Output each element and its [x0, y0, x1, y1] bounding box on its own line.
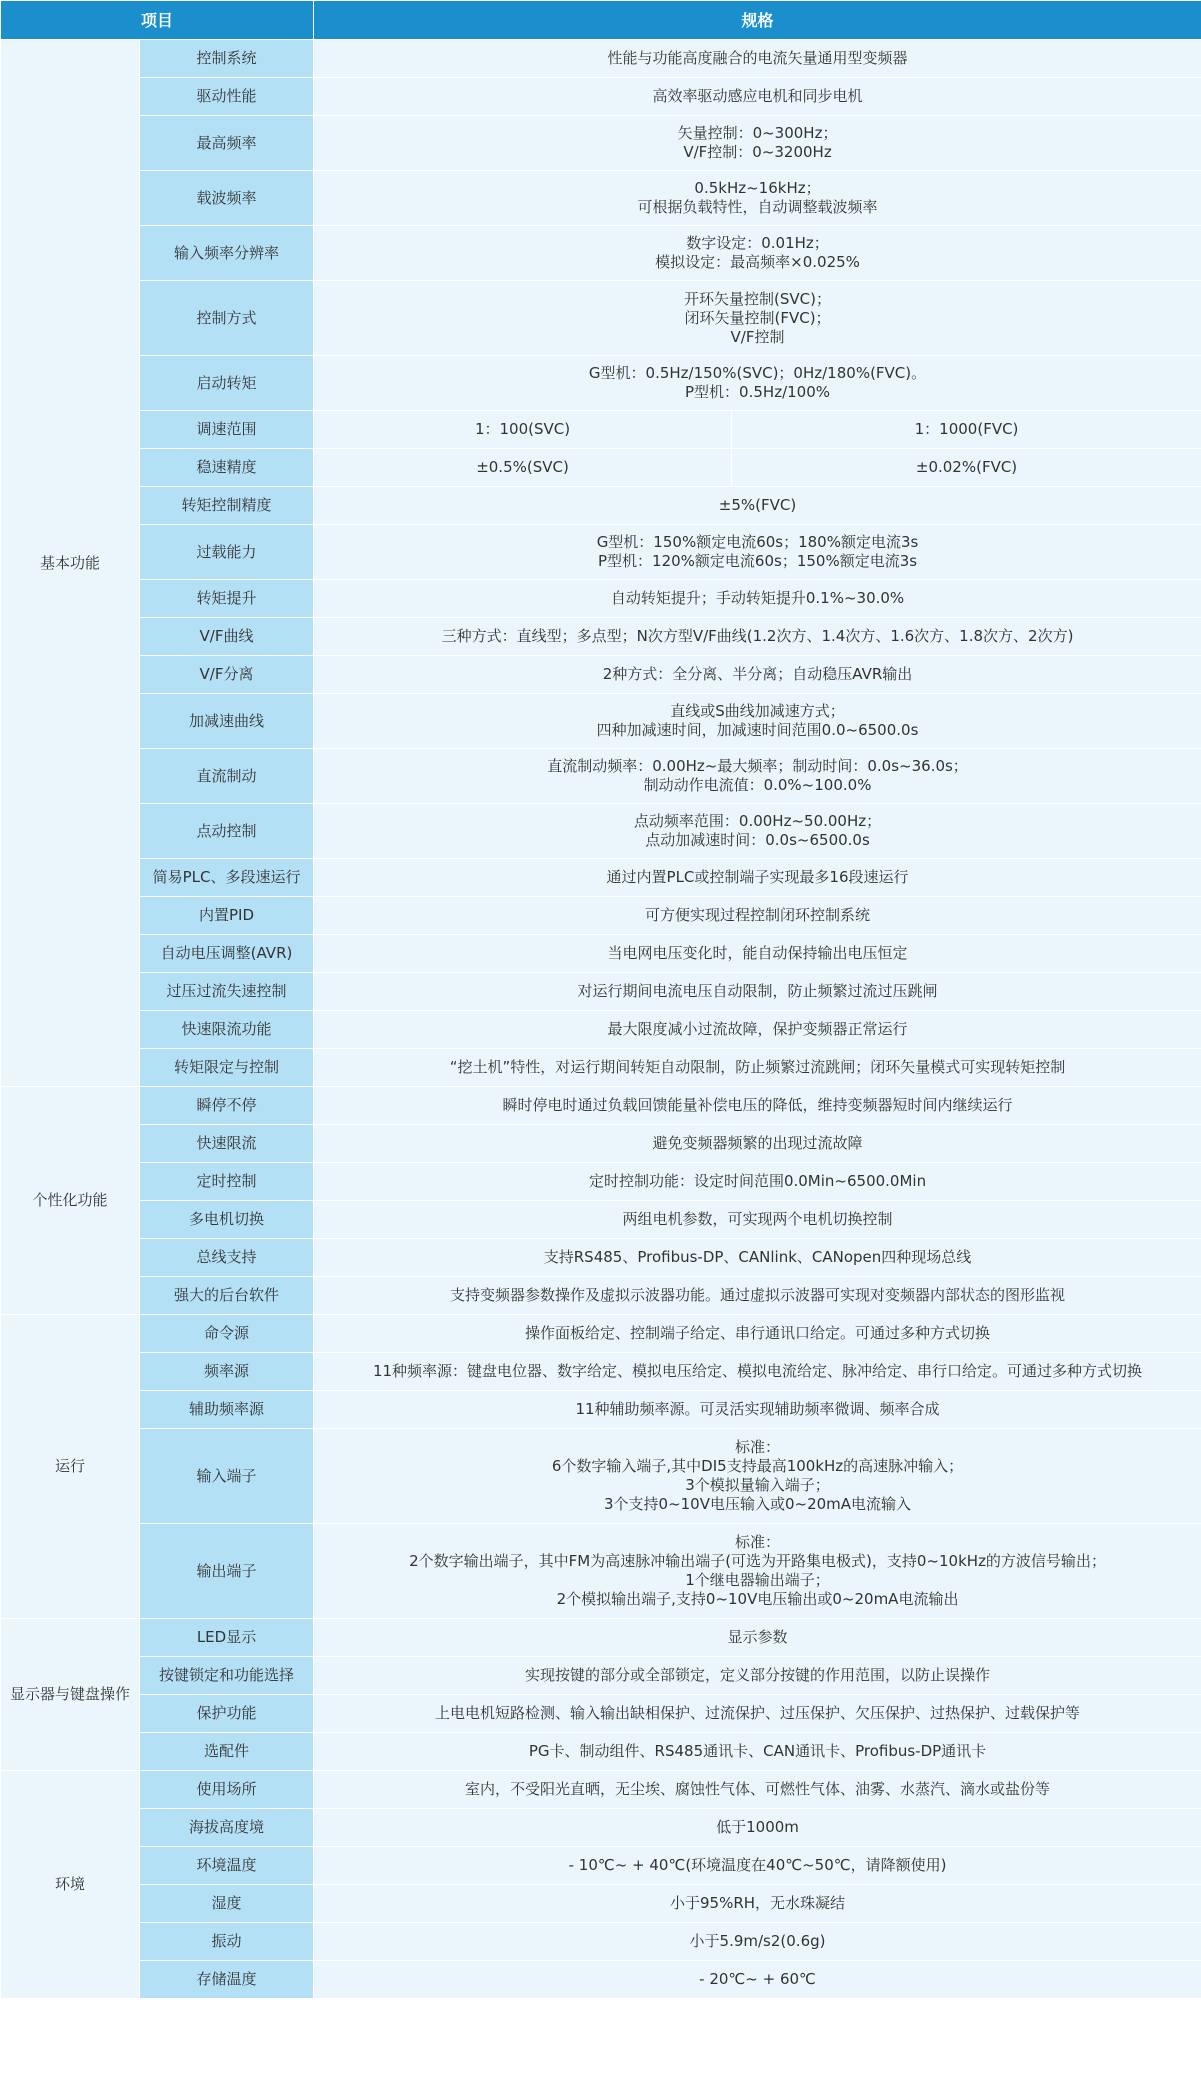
spec-line: 可方便实现过程控制闭环控制系统 — [645, 906, 871, 924]
spec-line: 1个继电器输出端子； — [685, 1571, 830, 1589]
spec-line: G型机：0.5Hz/150%(SVC)；0Hz/180%(FVC)。 — [588, 364, 927, 382]
spec-line: 点动频率范围：0.00Hz~50.00Hz； — [633, 812, 882, 830]
spec-line: 自动转矩提升；手动转矩提升0.1%~30.0% — [610, 589, 905, 607]
table-row — [1, 1429, 1201, 1524]
spec-line: 矢量控制：0~300Hz； — [677, 124, 838, 142]
item-cell: 湿度 — [140, 1885, 314, 1923]
spec-cell — [314, 1429, 1201, 1524]
item-cell: 定时控制 — [140, 1163, 314, 1201]
spec-line: 数字设定：0.01Hz； — [686, 234, 829, 252]
spec-cell — [314, 749, 1201, 804]
spec-cell — [314, 618, 1201, 656]
spec-cell — [314, 1353, 1201, 1391]
spec-line: 模拟设定：最高频率×0.025% — [655, 253, 860, 271]
table-row — [1, 1847, 1201, 1885]
spec-line: 通过内置PLC或控制端子实现最多16段速运行 — [606, 868, 909, 886]
spec-cell — [314, 1847, 1201, 1885]
item-cell: 存储温度 — [140, 1961, 314, 1999]
table-row — [1, 618, 1201, 656]
item-cell: 命令源 — [140, 1315, 314, 1353]
item-cell: 驱动性能 — [140, 78, 314, 116]
table-row — [1, 1277, 1201, 1315]
spec-line: 低于1000m — [716, 1818, 799, 1836]
spec-line: 3个模拟量输入端子； — [685, 1476, 830, 1494]
spec-cell — [314, 1011, 1201, 1049]
header-item: 项目 — [1, 1, 314, 40]
spec-cell — [314, 1049, 1201, 1087]
table-row — [1, 1619, 1201, 1657]
table-row — [1, 1733, 1201, 1771]
spec-line: 可根据负载特性，自动调整载波频率 — [637, 198, 878, 216]
spec-line: 直流制动频率：0.00Hz~最大频率；制动时间：0.0s~36.0s； — [547, 757, 968, 775]
spec-cell — [314, 1277, 1201, 1315]
spec-line: 显示参数 — [727, 1628, 788, 1646]
table-row — [1, 226, 1201, 281]
spec-cell: 1：1000(FVC) — [732, 411, 1201, 449]
item-cell: 自动电压调整(AVR) — [140, 935, 314, 973]
table-row — [1, 749, 1201, 804]
item-cell: 快速限流 — [140, 1125, 314, 1163]
spec-cell — [314, 40, 1201, 78]
spec-cell — [314, 859, 1201, 897]
table-row — [1, 935, 1201, 973]
table-row — [1, 525, 1201, 580]
spec-line: V/F控制：0~3200Hz — [683, 143, 832, 161]
item-cell: 环境温度 — [140, 1847, 314, 1885]
spec-cell — [314, 525, 1201, 580]
table-row — [1, 1201, 1201, 1239]
spec-cell — [314, 1125, 1201, 1163]
item-cell: 控制系统 — [140, 40, 314, 78]
spec-cell — [314, 78, 1201, 116]
item-cell: 调速范围 — [140, 411, 314, 449]
table-row — [1, 973, 1201, 1011]
item-cell: 输入频率分辨率 — [140, 226, 314, 281]
spec-line: 直线或S曲线加减速方式； — [670, 702, 845, 720]
spec-cell — [314, 1163, 1201, 1201]
spec-cell — [314, 694, 1201, 749]
spec-line: 上电电机短路检测、输入输出缺相保护、过流保护、过压保护、欠压保护、过热保护、过载保护等 — [435, 1704, 1081, 1722]
spec-line: 0.5kHz~16kHz； — [694, 179, 821, 197]
spec-cell — [314, 1809, 1201, 1847]
table-row — [1, 1353, 1201, 1391]
table-row — [1, 281, 1201, 356]
spec-cell — [314, 1771, 1201, 1809]
spec-cell — [314, 973, 1201, 1011]
spec-cell — [314, 1885, 1201, 1923]
spec-line: 闭环矢量控制(FVC)； — [684, 308, 831, 327]
table-header-row — [1, 1, 1201, 40]
table-row — [1, 171, 1201, 226]
spec-cell — [314, 897, 1201, 935]
table-row — [1, 1315, 1201, 1353]
table-body — [1, 40, 1201, 1999]
spec-line: 11种频率源：键盘电位器、数字给定、模拟电压给定、模拟电流给定、脉冲给定、串行口给定。可通过多种方式切换 — [372, 1362, 1143, 1380]
spec-cell — [314, 1524, 1201, 1619]
spec-line: 最大限度减小过流故障，保护变频器正常运行 — [607, 1020, 908, 1038]
table-row — [1, 1524, 1201, 1619]
table-row — [1, 1391, 1201, 1429]
item-cell: 输出端子 — [140, 1524, 314, 1619]
spec-cell — [314, 116, 1201, 171]
item-cell: 瞬停不停 — [140, 1087, 314, 1125]
spec-line: 小于95%RH，无水珠凝结 — [670, 1894, 846, 1912]
spec-line: 标准： — [735, 1438, 781, 1456]
spec-line: - 10℃~ + 40℃(环境温度在40℃~50℃，请降额使用) — [568, 1856, 947, 1874]
spec-line: - 20℃~ + 60℃ — [699, 1970, 816, 1988]
spec-line: 当电网电压变化时，能自动保持输出电压恒定 — [607, 944, 908, 962]
table-row — [1, 1087, 1201, 1125]
spec-cell — [314, 356, 1201, 411]
item-cell: 快速限流功能 — [140, 1011, 314, 1049]
item-cell: 保护功能 — [140, 1695, 314, 1733]
table-row — [1, 487, 1201, 525]
spec-cell — [314, 1087, 1201, 1125]
spec-line: P型机：120%额定电流60s；150%额定电流3s — [597, 552, 918, 570]
item-cell: 点动控制 — [140, 804, 314, 859]
item-cell: 多电机切换 — [140, 1201, 314, 1239]
spec-cell: ±0.02%(FVC) — [732, 449, 1201, 487]
table-row — [1, 1885, 1201, 1923]
spec-line: 四种加减速时间，加减速时间范围0.0~6500.0s — [596, 721, 919, 739]
item-cell: 按键锁定和功能选择 — [140, 1657, 314, 1695]
item-cell: 加减速曲线 — [140, 694, 314, 749]
spec-line: 2个数字输出端子，其中FM为高速脉冲输出端子(可选为开路集电极式)，支持0~10kHz的方波信号输出； — [409, 1552, 1106, 1570]
item-cell: LED显示 — [140, 1619, 314, 1657]
spec-cell — [314, 1733, 1201, 1771]
table-row — [1, 356, 1201, 411]
spec-line: 标准： — [735, 1533, 781, 1551]
item-cell: 控制方式 — [140, 281, 314, 356]
spec-line: 制动动作电流值：0.0%~100.0% — [643, 776, 872, 794]
spec-line: 点动加减速时间：0.0s~6500.0s — [645, 831, 870, 849]
spec-line: V/F控制 — [730, 327, 785, 346]
table-row — [1, 1657, 1201, 1695]
item-cell: 使用场所 — [140, 1771, 314, 1809]
spec-line: 高效率驱动感应电机和同步电机 — [652, 87, 863, 105]
spec-line: 避免变频器频繁的出现过流故障 — [652, 1134, 863, 1152]
item-cell: 简易PLC、多段速运行 — [140, 859, 314, 897]
spec-cell — [314, 935, 1201, 973]
spec-line: 支持RS485、Profibus-DP、CANlink、CANopen四种现场总线 — [543, 1248, 972, 1266]
spec-line: “挖土机”特性，对运行期间转矩自动限制，防止频繁过流跳闸；闭环矢量模式可实现转矩控制 — [449, 1058, 1066, 1076]
category-cell: 运行 — [1, 1315, 140, 1619]
table-row — [1, 449, 1201, 487]
category-cell: 显示器与键盘操作 — [1, 1619, 140, 1771]
table-row — [1, 1163, 1201, 1201]
table-row — [1, 694, 1201, 749]
spec-cell — [314, 171, 1201, 226]
item-cell: 过载能力 — [140, 525, 314, 580]
spec-line: 支持变频器参数操作及虚拟示波器功能。通过虚拟示波器可实现对变频器内部状态的图形监视 — [450, 1286, 1066, 1304]
item-cell: 振动 — [140, 1923, 314, 1961]
table-row — [1, 804, 1201, 859]
spec-cell — [314, 1315, 1201, 1353]
table-row — [1, 897, 1201, 935]
table-row — [1, 1923, 1201, 1961]
item-cell: V/F曲线 — [140, 618, 314, 656]
item-cell: 总线支持 — [140, 1239, 314, 1277]
spec-line: 对运行期间电流电压自动限制，防止频繁过流过压跳闸 — [577, 982, 938, 1000]
spec-cell — [314, 487, 1201, 525]
spec-line: 6个数字输入端子,其中DI5支持最高100kHz的高速脉冲输入； — [551, 1457, 964, 1475]
spec-cell — [314, 1201, 1201, 1239]
spec-line: 三种方式：直线型；多点型；N次方型V/F曲线(1.2次方、1.4次方、1.6次方、1.8次方、2次方) — [441, 627, 1074, 645]
spec-line: G型机：150%额定电流60s；180%额定电流3s — [596, 533, 919, 551]
item-cell: 海拔高度境 — [140, 1809, 314, 1847]
category-cell: 个性化功能 — [1, 1087, 140, 1315]
spec-cell — [314, 580, 1201, 618]
table-row — [1, 859, 1201, 897]
spec-cell — [314, 1391, 1201, 1429]
spec-line: 小于5.9m/s2(0.6g) — [689, 1932, 826, 1950]
item-cell: 转矩控制精度 — [140, 487, 314, 525]
item-cell: 频率源 — [140, 1353, 314, 1391]
spec-line: 操作面板给定、控制端子给定、串行通讯口给定。可通过多种方式切换 — [525, 1324, 991, 1342]
spec-line: P型机：0.5Hz/100% — [685, 383, 831, 401]
item-cell: 直流制动 — [140, 749, 314, 804]
item-cell: 输入端子 — [140, 1429, 314, 1524]
table-row — [1, 1239, 1201, 1277]
spec-cell: 1：100(SVC) — [314, 411, 732, 449]
table-row — [1, 1011, 1201, 1049]
spec-cell — [314, 656, 1201, 694]
table-row — [1, 1961, 1201, 1999]
spec-line: PG卡、制动组件、RS485通讯卡、CAN通讯卡、Profibus-DP通讯卡 — [528, 1742, 987, 1760]
table-row — [1, 656, 1201, 694]
spec-cell — [314, 1239, 1201, 1277]
spec-cell — [314, 281, 1201, 356]
table-row — [1, 1809, 1201, 1847]
spec-cell — [314, 1657, 1201, 1695]
spec-line: 瞬时停电时通过负载回馈能量补偿电压的降低，维持变频器短时间内继续运行 — [502, 1096, 1013, 1114]
item-cell: V/F分离 — [140, 656, 314, 694]
item-cell: 强大的后台软件 — [140, 1277, 314, 1315]
spec-cell — [314, 804, 1201, 859]
category-cell: 环境 — [1, 1771, 140, 1999]
table-row — [1, 1771, 1201, 1809]
header-spec: 规格 — [314, 1, 1201, 40]
spec-line: 实现按键的部分或全部锁定，定义部分按键的作用范围，以防止误操作 — [525, 1666, 991, 1684]
spec-line: ±5%(FVC) — [718, 496, 797, 514]
spec-line: 定时控制功能：设定时间范围0.0Min~6500.0Min — [588, 1172, 927, 1190]
item-cell: 选配件 — [140, 1733, 314, 1771]
spec-line: 性能与功能高度融合的电流矢量通用型变频器 — [607, 49, 908, 67]
spec-line: 室内，不受阳光直晒，无尘埃、腐蚀性气体、可燃性气体、油雾、水蒸汽、滴水或盐份等 — [465, 1780, 1051, 1798]
item-cell: 转矩限定与控制 — [140, 1049, 314, 1087]
table-row — [1, 1049, 1201, 1087]
spec-line: 开环矢量控制(SVC)； — [684, 289, 831, 308]
spec-cell — [314, 1923, 1201, 1961]
item-cell: 转矩提升 — [140, 580, 314, 618]
spec-cell — [314, 1961, 1201, 1999]
table-row — [1, 78, 1201, 116]
spec-line: 3个支持0~10V电压输入或0~20mA电流输入 — [603, 1495, 912, 1513]
table-row — [1, 580, 1201, 618]
spec-cell — [314, 1695, 1201, 1733]
category-cell: 基本功能 — [1, 40, 140, 1087]
table-row — [1, 40, 1201, 78]
table-row — [1, 116, 1201, 171]
item-cell: 过压过流失速控制 — [140, 973, 314, 1011]
item-cell: 载波频率 — [140, 171, 314, 226]
spec-cell — [314, 226, 1201, 281]
spec-cell — [314, 1619, 1201, 1657]
spec-line: 两组电机参数，可实现两个电机切换控制 — [622, 1210, 893, 1228]
spec-line: 11种辅助频率源。可灵活实现辅助频率微调、频率合成 — [575, 1400, 940, 1418]
spec-line: 2个模拟输出端子,支持0~10V电压输出或0~20mA电流输出 — [556, 1590, 959, 1608]
item-cell: 启动转矩 — [140, 356, 314, 411]
spec-line: 2种方式：全分离、半分离；自动稳压AVR输出 — [602, 665, 913, 683]
table-row — [1, 1125, 1201, 1163]
item-cell: 稳速精度 — [140, 449, 314, 487]
item-cell: 辅助频率源 — [140, 1391, 314, 1429]
table-row — [1, 411, 1201, 449]
item-cell: 内置PID — [140, 897, 314, 935]
spec-cell: ±0.5%(SVC) — [314, 449, 732, 487]
item-cell: 最高频率 — [140, 116, 314, 171]
table-row — [1, 1695, 1201, 1733]
